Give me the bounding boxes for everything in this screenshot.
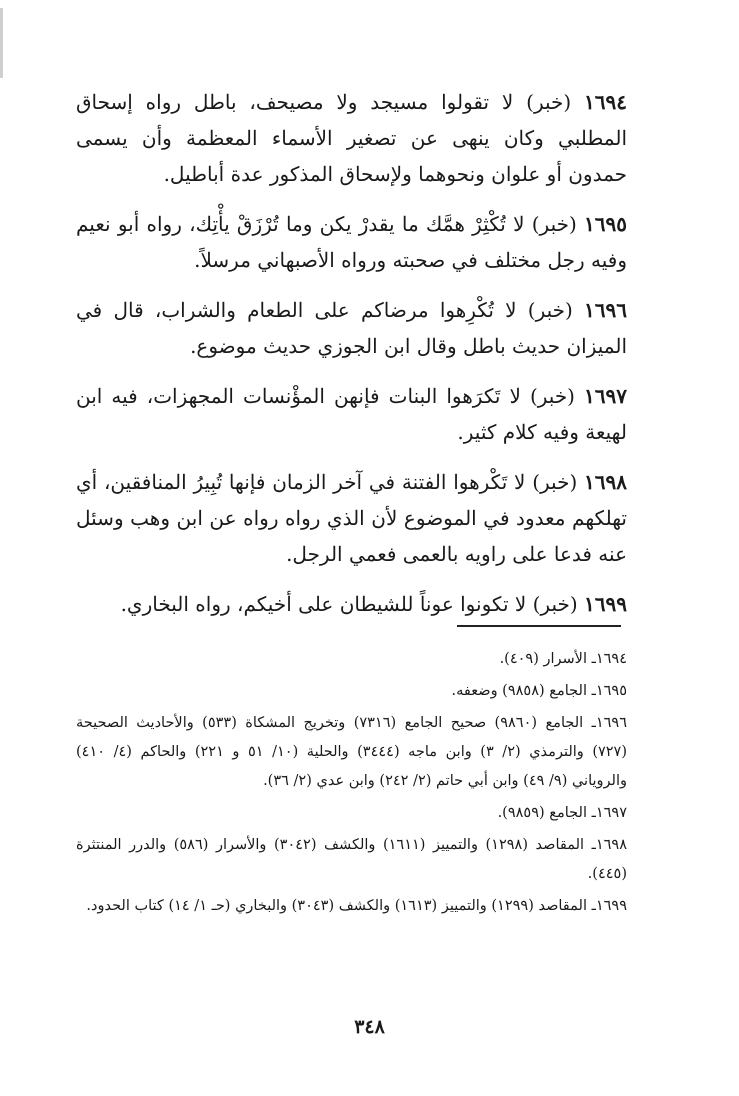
- entry-number: ١٦٩٥: [584, 212, 628, 236]
- entry-text: (خبر) لا تقولوا مسيجد ولا مصيحف، باطل رواه إسحاق المطلبي وكان ينهى عن تصغير الأسماء المعظمة وأن يسمى حمدون أو علوان ونحوهما ولإسحاق المذكور عدة أباطيل.: [76, 90, 627, 186]
- hadith-entry-1694: [76, 84, 627, 192]
- page-edge-shadow: [0, 8, 3, 78]
- entry-text: (خبر) لا تُكْثِرْ همَّك ما يقدرْ يكن وما تُرْزَقْ يأْتِك، رواه أبو نعيم وفيه رجل مختلف في صحبته ورواه الأصبهاني مرسلاً.: [76, 212, 627, 272]
- hadith-entry-1697: [76, 378, 627, 450]
- entry-number: ١٦٩٨: [584, 470, 627, 494]
- hadith-entry-1698: [76, 464, 627, 572]
- entry-text: (خبر) لا تَكْرهوا الفتنة في آخر الزمان فإنها تُبِيرُ المنافقين، أي تهلكهم معدود في الموضوع لأن الذي رواه رواه عن ابن وهب وسئل عنه فدعا على راويه بالعمى فعمي الرجل.: [76, 470, 627, 566]
- entry-text: (خبر) لا تكونوا عوناً للشيطان على أخيكم، رواه البخاري.: [120, 592, 578, 616]
- page-number: ٣٤٨: [354, 1016, 385, 1038]
- hadith-entry-1695: [76, 206, 627, 278]
- main-text: [76, 84, 627, 636]
- hadith-entry-1696: [76, 292, 627, 364]
- hadith-entry-1699: [76, 586, 627, 622]
- footnote-1699: ١٦٩٩ـ المقاصد (١٢٩٩) والتمييز (١٦١٣) والكشف (٣٠٤٣) والبخاري (حـ ١/ ١٤) كتاب الحدود.: [86, 898, 627, 914]
- entry-text: (خبر) لا تُكْرِهوا مرضاكم على الطعام والشراب، قال في الميزان حديث باطل وقال ابن الجوزي حديث موضوع.: [76, 298, 627, 358]
- footnotes: [76, 645, 627, 924]
- footnote-1697: ١٦٩٧ـ الجامع (٩٨٥٩).: [497, 805, 627, 821]
- entry-number: ١٦٩٧: [584, 384, 628, 408]
- entry-text: (خبر) لا تَكرَهوا البنات فإنهن المؤْنسات المجهزات، فيه ابن لهيعة وفيه كلام كثير.: [76, 384, 627, 444]
- entry-number: ١٦٩٤: [584, 90, 627, 114]
- footnote-1694: ١٦٩٤ـ الأسرار (٤٠٩).: [499, 651, 627, 667]
- footnote-divider: [457, 625, 621, 627]
- entry-number: ١٦٩٦: [584, 298, 628, 322]
- footnote-1695: ١٦٩٥ـ الجامع (٩٨٥٨) وضعفه.: [451, 683, 627, 699]
- footnote-1698: ١٦٩٨ـ المقاصد (١٢٩٨) والتمييز (١٦١١) والكشف (٣٠٤٢) والأسرار (٥٨٦) والدرر المنتثرة (٤٤٥).: [76, 837, 627, 882]
- entry-number: ١٦٩٩: [584, 592, 627, 616]
- footnote-1696: ١٦٩٦ـ الجامع (٩٨٦٠) صحيح الجامع (٧٣١٦) وتخريج المشكاة (٥٣٣) والأحاديث الصحيحة (٧٢٧) والترمذي (٢/ ٣) وابن ماجه (٣٤٤٤) والحلية (١٠/ ٥١ و ٢٢١) والحاكم (٤/ ٤١٠) والروياني (٩/ ٤٩) وابن أبي حاتم (٢/ ٢٤٢) وابن عدي (٢/ ٣٦).: [76, 715, 628, 789]
